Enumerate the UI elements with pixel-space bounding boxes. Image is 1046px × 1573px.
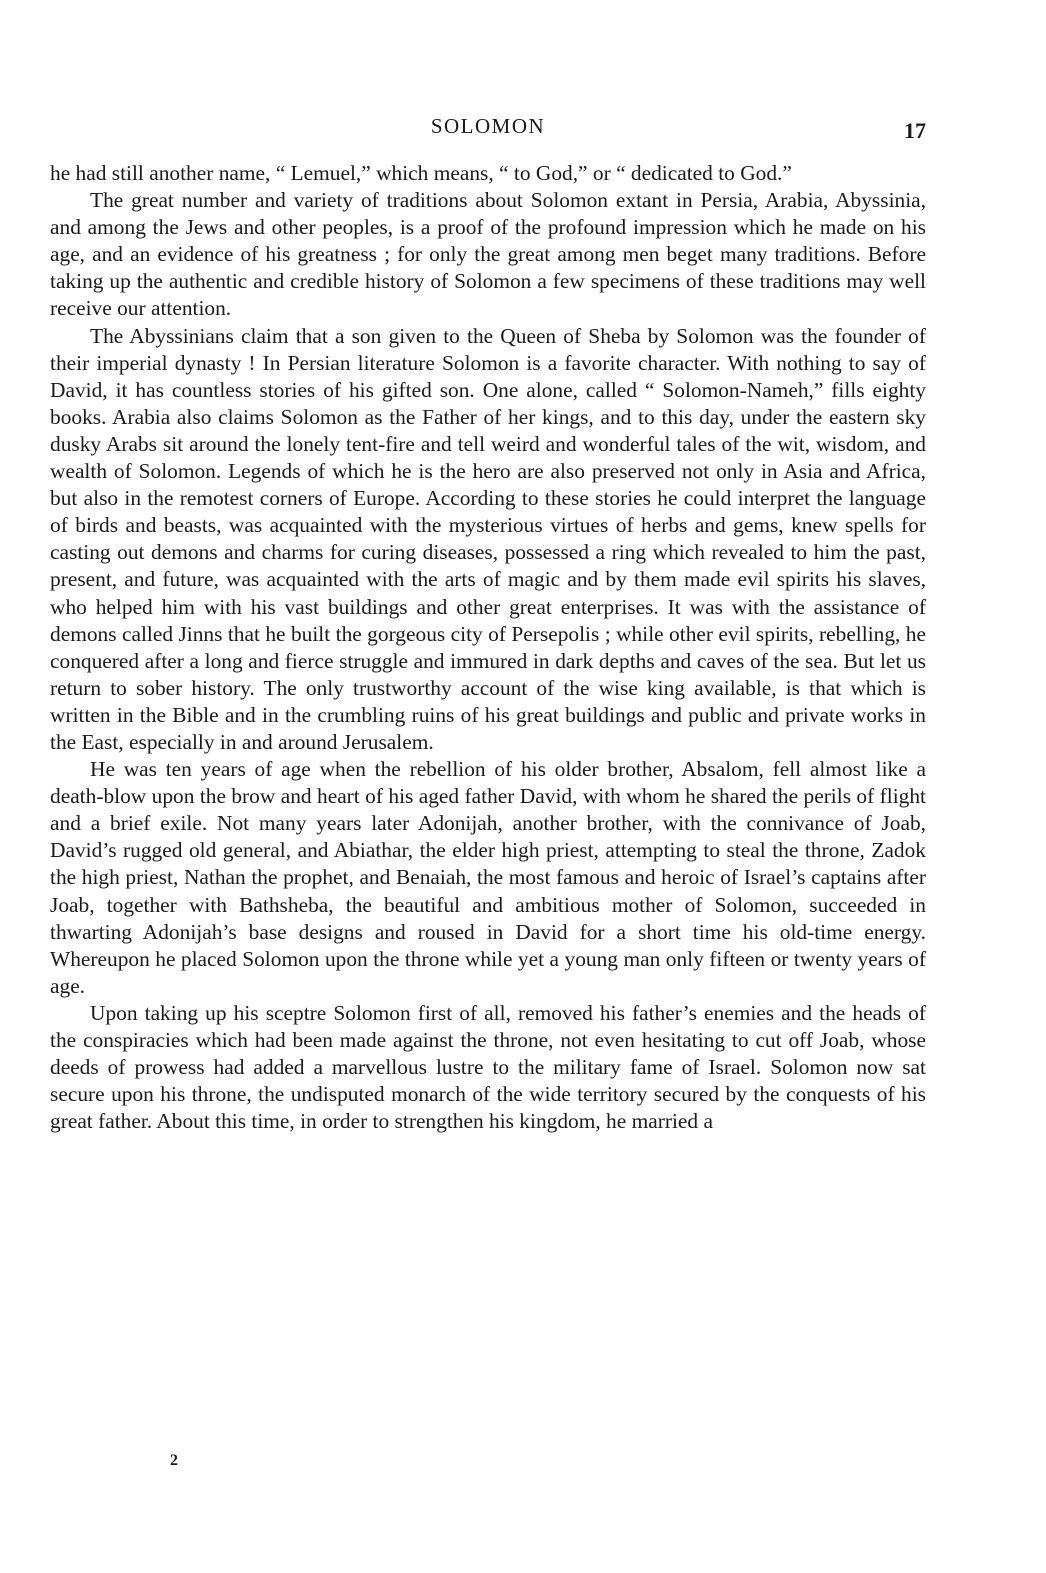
- paragraph-legends: The Abyssinians claim that a son given to the Queen of Sheba by Solomon was the founder of their imperial dynasty ! In Persian literature Solomon is a favorite character. With nothing to say of David, it has countless stories of his gifted son. One alone, called “ Solomon-Nameh,” fills eighty books. Arabia also claims Solomon as the Father of her kings, and to this day, under the eastern sky dusky Arabs sit around the lonely tent-fire and tell weird and wonderful tales of the wit, wisdom, and wealth of Solomon. Legends of which he is the hero are also preserved not only in Asia and Africa, but also in the remotest corners of Europe. According to these stories he could interpret the language of birds and beasts, was acquainted with the mysterious virtues of herbs and gems, knew spells for casting out demons and charms for curing diseases, possessed a ring which revealed to him the past, present, and future, was acquainted with the arts of magic and by them made evil spirits his slaves, who helped him with his vast buildings and other great enterprises. It was with the assistance of demons called Jinns that he built the gorgeous city of Persepolis ; while other evil spirits, rebelling, he conquered after a long and fierce struggle and immured in dark depths and caves of the sea. But let us return to sober history. The only trustworthy account of the wise king available, is that which is written in the Bible and in the crumbling ruins of his great buildings and public and private works in the East, especially in and around Jerusalem.: [50, 323, 926, 754]
- signature-mark: 2: [170, 1452, 178, 1469]
- paragraph-rebellion: He was ten years of age when the rebellion of his older brother, Absalom, fell almost like a death-blow upon the brow and heart of his aged father David, with whom he shared the perils of flight and a brief exile. Not many years later Adonijah, another brother, with the connivance of Joab, David’s rugged old general, and Abiathar, the elder high priest, attempting to steal the throne, Zadok the high priest, Nathan the prophet, and Benaiah, the most famous and heroic of Israel’s captains after Joab, together with Bathsheba, the beautiful and ambitious mother of Solomon, succeeded in thwarting Adonijah’s base designs and roused in David for a short time his old-time energy. Whereupon he placed Solomon upon the throne while yet a young man only fifteen or twenty years of age.: [50, 757, 926, 998]
- paragraph-reign: Upon taking up his sceptre Solomon first of all, removed his father’s enemies and the heads of the conspiracies which had been made against the throne, not even hesitating to cut off Joab, whose deeds of prowess had added a marvellous lustre to the military fame of Israel. Solomon now sat secure upon his throne, the undisputed monarch of the wide territory secured by the conquests of his great father. About this time, in order to strengthen his kingdom, he married a: [50, 1000, 926, 1134]
- paragraph-continuation: he had still another name, “ Lemuel,” which means, “ to God,” or “ dedicated to God.”: [50, 161, 792, 185]
- paragraph-traditions: The great number and variety of traditions about Solomon extant in Persia, Arabia, Abyssinia, and among the Jews and other peoples, is a proof of the profound impression which he made on his age, and an evidence of his greatness ; for only the great among men beget many traditions. Before taking up the authentic and credible history of Solomon a few specimens of these traditions may well receive our attention.: [50, 188, 926, 321]
- running-header: [50, 114, 926, 144]
- page-number: 17: [904, 118, 926, 143]
- body-text: [50, 160, 926, 1135]
- running-title: SOLOMON: [430, 114, 546, 138]
